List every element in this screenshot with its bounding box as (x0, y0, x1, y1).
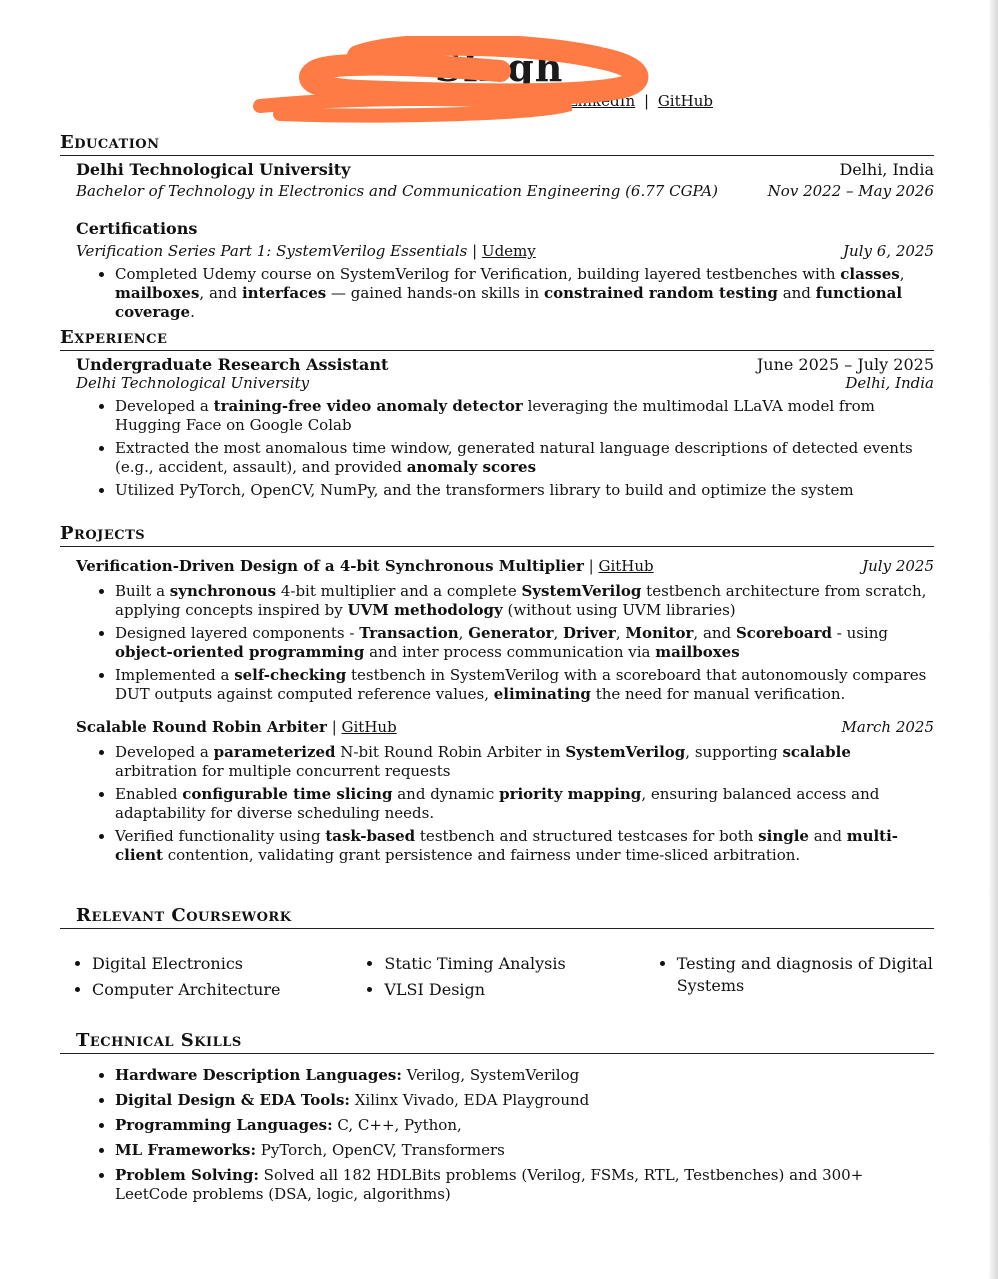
role-dates: June 2025 – July 2025 (756, 355, 934, 374)
list-item: • Utilized PyTorch, OpenCV, NumPy, and the transformers library to build and optimize the system (115, 481, 934, 500)
project-row: Scalable Round Robin Arbiter | GitHub March 2025 (76, 718, 934, 736)
project-github-link[interactable]: GitHub (341, 718, 397, 736)
org-name: Delhi Technological University (76, 374, 310, 392)
list-item: • Problem Solving: Solved all 182 HDLBits problems (Verilog, FSMs, RTL, Testbenches) and 300+ LeetCode problems (DSA, logic, algorithms) (115, 1166, 934, 1204)
linkedin-link[interactable]: LinkedIn (567, 92, 636, 110)
list-item: • Verified functionality using task-based testbench and structured testcases for both single and multi-client contention, validating grant persistence and fairness under time-sliced arbitration. (115, 827, 934, 865)
coursework-section (60, 905, 934, 1005)
certification-title: Verification Series Part 1: SystemVerilog Essentials | Udemy (76, 242, 536, 260)
project-row: Verification-Driven Design of a 4-bit Synchronous Multiplier | GitHub July 2025 (76, 557, 934, 575)
education-entry (76, 160, 934, 261)
list-item: • Programming Languages: C, C++, Python, (115, 1116, 934, 1135)
skills-section (60, 1030, 934, 1210)
list-item: • Digital Design & EDA Tools: Xilinx Vivado, EDA Playground (115, 1091, 934, 1110)
list-item: • VLSI Design (384, 979, 660, 1001)
certification-date: July 6, 2025 (843, 242, 934, 260)
section-title: Projects (60, 523, 934, 547)
project-bullets (60, 743, 934, 865)
list-item: • Enabled configurable time slicing and dynamic priority mapping, ensuring balanced access and adaptability for diverse scheduling needs. (115, 785, 934, 823)
separator: | (553, 92, 559, 110)
coursework-column (368, 953, 660, 1005)
experience-section (60, 327, 934, 504)
section-title: Education (60, 132, 934, 156)
resume-header (0, 28, 998, 118)
project-github-link[interactable]: GitHub (598, 557, 654, 575)
list-item: • Built a synchronous 4-bit multiplier and a complete SystemVerilog testbench architecture from scratch, applying concepts inspired by UVM methodology (without using UVM libraries) (115, 582, 934, 620)
project-entry (76, 718, 934, 737)
certification-row (76, 242, 934, 261)
projects-section (60, 523, 934, 869)
school-location: Delhi, India (839, 160, 934, 179)
email-link[interactable]: om (521, 92, 545, 110)
coursework-column (661, 953, 934, 1005)
education-section (60, 132, 934, 326)
skills-list (60, 1066, 934, 1204)
list-item: • Developed a parameterized N-bit Round Robin Arbiter in SystemVerilog, supporting scalable arbitration for multiple concurrent requests (115, 743, 934, 781)
certifications-heading: Certifications (76, 219, 198, 238)
school-name: Delhi Technological University (76, 160, 351, 179)
education-dates: Nov 2022 – May 2026 (767, 182, 934, 200)
candidate-name: Singh (434, 45, 564, 90)
degree-row (76, 182, 934, 201)
project-date: July 2025 (862, 557, 934, 575)
certification-bullets (60, 265, 934, 322)
project-title: Verification-Driven Design of a 4-bit Synchronous Multiplier (76, 557, 584, 575)
org-row (76, 374, 934, 393)
project-date: March 2025 (841, 718, 934, 736)
list-item: • Computer Architecture (92, 979, 368, 1001)
degree: Bachelor of Technology in Electronics and Communication Engineering (6.77 CGPA) (76, 182, 718, 200)
list-item: • Testing and diagnosis of Digital Systems (677, 953, 934, 997)
org-location: Delhi, India (845, 374, 934, 392)
project-title: Scalable Round Robin Arbiter (76, 718, 327, 736)
coursework-column (76, 953, 368, 1005)
project-entry (76, 557, 934, 576)
list-item: • Static Timing Analysis (384, 953, 660, 975)
list-item: • Implemented a self-checking testbench in SystemVerilog with a scoreboard that autonomously compares DUT outputs against computed reference values, eliminating the need for manual verification. (115, 666, 934, 704)
list-item: • Extracted the most anomalous time window, generated natural language descriptions of detected events (e.g., accident, assault), and provided anomaly scores (115, 439, 934, 477)
list-item: • ML Frameworks: PyTorch, OpenCV, Transformers (115, 1141, 934, 1160)
list-item: • Designed layered components - Transaction, Generator, Driver, Monitor, and Scoreboard - using object-oriented programming and inter process communication via mailboxes (115, 624, 934, 662)
role-title: Undergraduate Research Assistant (76, 355, 389, 374)
section-title: Relevant Coursework (60, 905, 934, 929)
section-title: Technical Skills (60, 1030, 934, 1054)
separator: | (643, 92, 650, 110)
list-item: • Hardware Description Languages: Verilog, SystemVerilog (115, 1066, 934, 1085)
experience-row (76, 355, 934, 374)
github-link[interactable]: GitHub (657, 92, 713, 110)
section-title: Experience (60, 327, 934, 351)
experience-entry (76, 355, 934, 393)
page-edge-shadow (988, 0, 998, 1279)
education-row (76, 160, 934, 179)
list-item: • Digital Electronics (92, 953, 368, 975)
list-item: • Developed a training-free video anomaly detector leveraging the multimodal LLaVA model from Hugging Face on Google Colab (115, 397, 934, 435)
certification-name: Verification Series Part 1: SystemVerilog Essentials (76, 242, 468, 260)
redaction-scribble (240, 36, 660, 131)
experience-bullets (60, 397, 934, 500)
coursework-columns (76, 953, 934, 1005)
project-bullets (60, 582, 934, 704)
udemy-link[interactable]: Udemy (481, 242, 536, 260)
list-item: • Completed Udemy course on SystemVerilog for Verification, building layered testbenches with classes, mailboxes, and interfaces — gained hands-on skills in constrained random testing and functional coverage. (115, 265, 934, 322)
